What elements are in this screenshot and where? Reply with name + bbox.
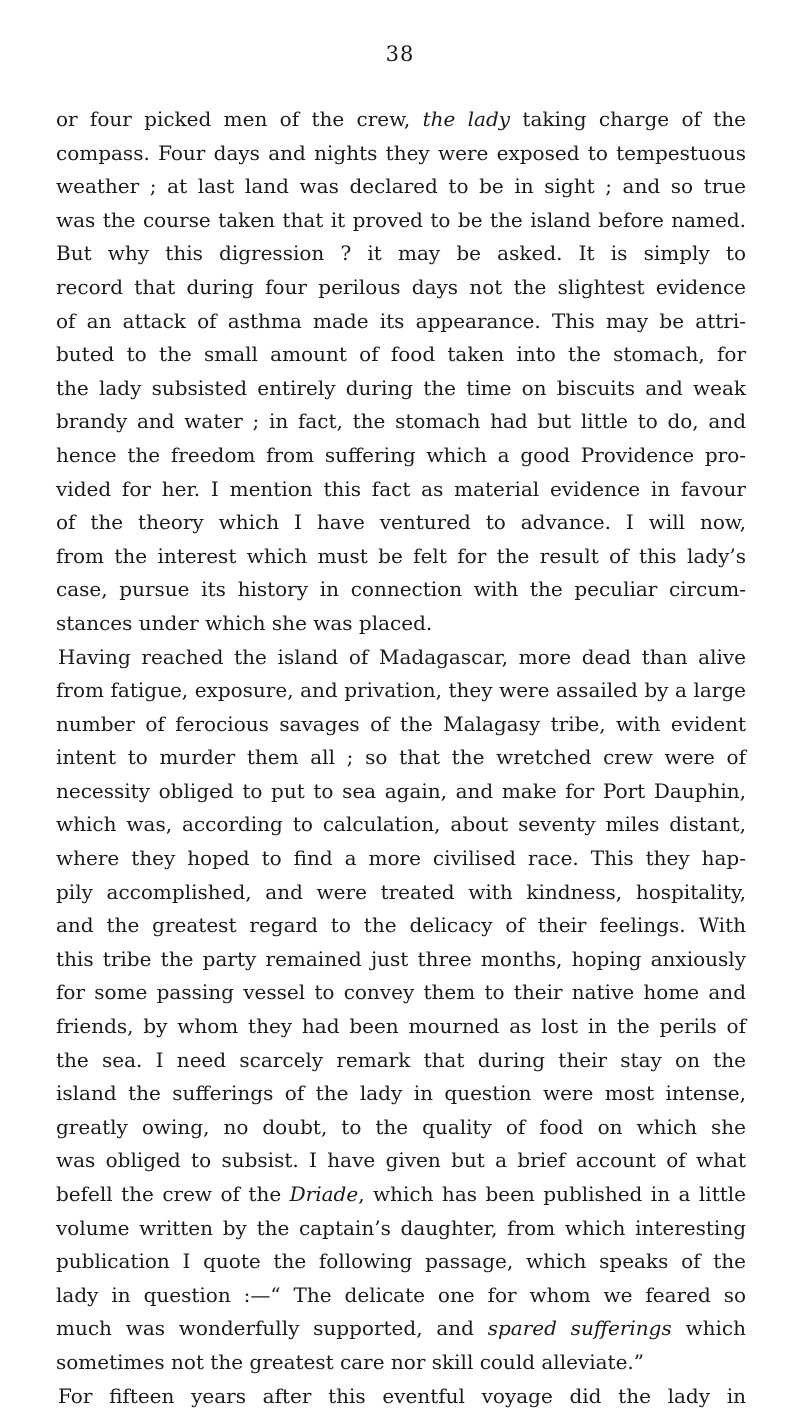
text-line: record that during four perilous days not the slightest evidence xyxy=(56,274,746,299)
text-line: for some passing vessel to convey them to their native home and xyxy=(56,980,746,1005)
text-line: friends, by whom they had been mourned as lost in the perils of xyxy=(56,1014,746,1039)
text-line: lady in question :—“ The delicate one for whom we feared so xyxy=(56,1282,746,1307)
text-line: from fatigue, exposure, and privation, they were assailed by a large xyxy=(56,678,746,703)
text-line: For fifteen years after this eventful voyage did the lady in xyxy=(58,1383,746,1408)
text-line: vided for her. I mention this fact as material evidence in favour xyxy=(56,476,746,501)
text-line: this tribe the party remained just three months, hoping anxiously xyxy=(56,946,746,971)
text-line: much was wonderfully supported, and spared sufferings which xyxy=(56,1316,747,1341)
text-line: stances under which she was placed. xyxy=(56,610,433,635)
text-line: publication I quote the following passage, which speaks of the xyxy=(56,1249,746,1274)
body-text xyxy=(56,103,746,1413)
text-line: was the course taken that it proved to be the island before named. xyxy=(56,207,746,232)
text-line: island the sufferings of the lady in question were most intense, xyxy=(56,1081,746,1106)
text-line: of an attack of asthma made its appearance. This may be attri- xyxy=(56,308,746,333)
text-line: of the theory which I have ventured to advance. I will now, xyxy=(56,510,746,535)
text-line: the sea. I need scarcely remark that during their stay on the xyxy=(56,1047,746,1072)
text-line: But why this digression ? it may be asked. It is simply to xyxy=(56,241,746,266)
text-line: necessity obliged to put to sea again, and make for Port Dauphin, xyxy=(56,778,746,803)
text-line: number of ferocious savages of the Malagasy tribe, with evident xyxy=(56,711,746,736)
text-line: compass. Four days and nights they were exposed to tempestuous xyxy=(56,140,746,165)
text-line: befell the crew of the Driade, which has been published in a little xyxy=(56,1182,747,1206)
text-line: which was, according to calculation, about seventy miles distant, xyxy=(56,812,746,837)
text-line: pily accomplished, and were treated with kindness, hospitality, xyxy=(56,879,746,904)
text-line: intent to murder them all ; so that the wretched crew were of xyxy=(56,745,746,770)
text-line: buted to the small amount of food taken into the stomach, for xyxy=(56,342,746,367)
text-line: hence the freedom from suffering which a good Providence pro- xyxy=(56,442,746,467)
text-line: where they hoped to find a more civilised race. This they hap- xyxy=(56,846,746,871)
text-line: case, pursue its history in connection with the peculiar circum- xyxy=(56,577,746,602)
text-line: or four picked men of the crew, the lady taking charge of the xyxy=(56,107,746,131)
text-line: brandy and water ; in fact, the stomach had but little to do, and xyxy=(56,409,746,434)
text-line: Having reached the island of Madagascar, more dead than alive xyxy=(58,644,746,669)
text-line: sometimes not the greatest care nor skill could alleviate.” xyxy=(56,1349,644,1374)
text-line: the lady subsisted entirely during the time on biscuits and weak xyxy=(56,375,746,400)
text-line: greatly owing, no doubt, to the quality of food on which she xyxy=(56,1114,746,1139)
text-line: weather ; at last land was declared to be in sight ; and so true xyxy=(56,174,746,199)
text-line: volume written by the captain’s daughter, from which interesting xyxy=(56,1215,746,1240)
text-line: from the interest which must be felt for the result of this lady’s xyxy=(56,543,746,568)
text-line: was obliged to subsist. I have given but a brief account of what xyxy=(56,1148,746,1173)
text-line: and the greatest regard to the delicacy of their feelings. With xyxy=(56,913,746,938)
page-number: 38 xyxy=(385,42,415,66)
